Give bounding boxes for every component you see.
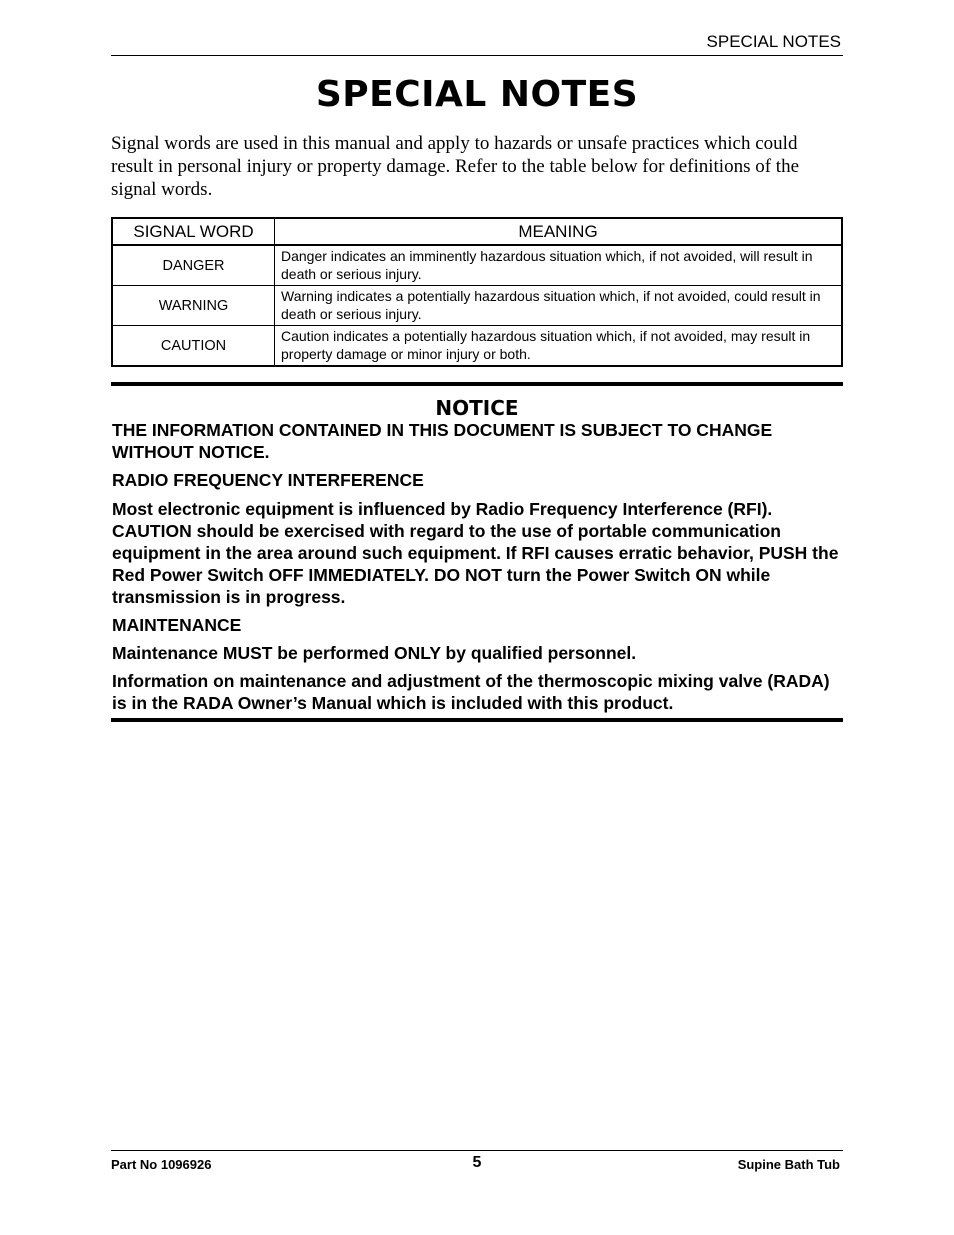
footer-part-number: Part No 1096926 [111, 1157, 212, 1172]
table-row [112, 245, 842, 286]
notice-title: NOTICE [435, 396, 519, 420]
maintenance-heading: MAINTENANCE [112, 615, 242, 635]
footer-product-name: Supine Bath Tub [737, 1157, 840, 1172]
meaning-header: MEANING [275, 218, 843, 245]
signal-word-header: SIGNAL WORD [112, 218, 275, 245]
table-row [112, 286, 842, 326]
signal-word-cell: DANGER [112, 245, 275, 286]
notice-box [111, 382, 843, 722]
footer-divider [111, 1150, 843, 1151]
header-divider [111, 55, 843, 56]
table-row [112, 326, 842, 367]
signal-word-table [111, 217, 843, 367]
intro-paragraph: Signal words are used in this manual and apply to hazards or unsafe practices which could result in personal injury or property damage. Refer to the table below for definitions of the signal words. [111, 133, 800, 200]
running-header: SPECIAL NOTES [706, 32, 841, 51]
meaning-cell: Danger indicates an imminently hazardous situation which, if not avoided, will result in death or serious injury. [275, 245, 843, 286]
meaning-cell: Caution indicates a potentially hazardous situation which, if not avoided, may result in property damage or minor injury or both. [275, 326, 843, 367]
rfi-heading: RADIO FREQUENCY INTERFERENCE [112, 470, 424, 490]
page-title: SPECIAL NOTES [315, 74, 639, 115]
notice-statement: THE INFORMATION CONTAINED IN THIS DOCUMENT IS SUBJECT TO CHANGE WITHOUT NOTICE. [112, 420, 773, 462]
footer-page-number: 5 [472, 1154, 482, 1171]
signal-word-cell: CAUTION [112, 326, 275, 367]
maintenance-qualified-note: Maintenance MUST be performed ONLY by qualified personnel. [112, 643, 637, 663]
rfi-body: Most electronic equipment is influenced by Radio Frequency Interference (RFI). CAUTION should be exercised with regard to the use of portable communication equipment in the area around such equipment. If RFI causes erratic behavior, PUSH the Red Power Switch OFF IMMEDIATELY. DO NOT turn the Power Switch ON while transmission is in progress. [112, 499, 839, 607]
maintenance-rada-note: Information on maintenance and adjustment of the thermoscopic mixing valve (RADA) is in the RADA Owner’s Manual which is included with this product. [112, 671, 830, 713]
meaning-cell: Warning indicates a potentially hazardous situation which, if not avoided, could result in death or serious injury. [275, 286, 843, 326]
signal-word-cell: WARNING [112, 286, 275, 326]
table-header-row [112, 218, 842, 245]
